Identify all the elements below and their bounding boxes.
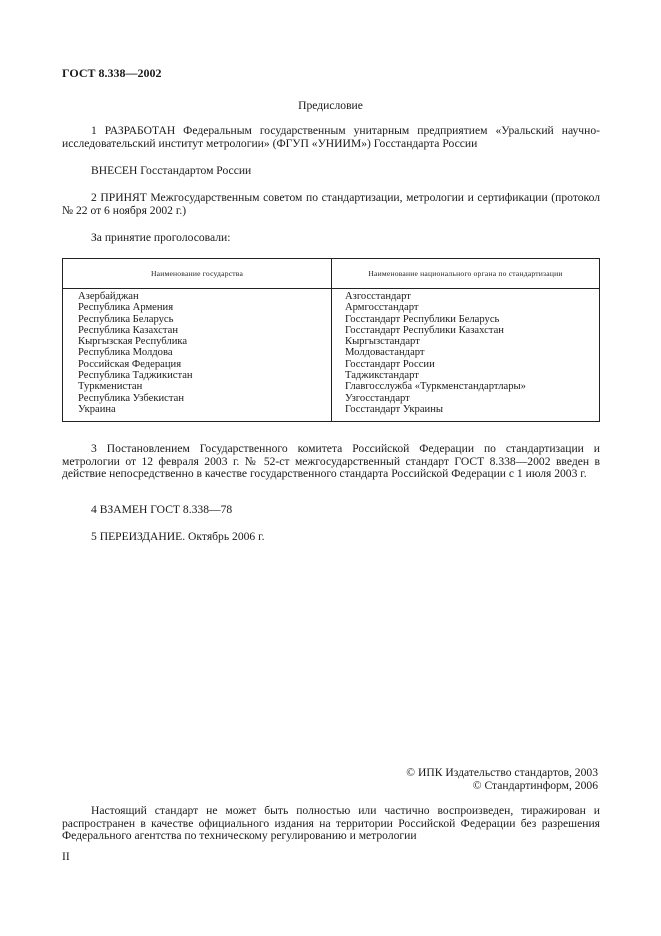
state-name: Российская Федерация xyxy=(78,358,182,370)
item-2-text: 2 ПРИНЯТ Межгосударственным советом по стандартизации, метрологии и сертификации (протокол № 22 от 6 ноября 2002 г.) xyxy=(62,191,600,217)
state-name: Республика Казахстан xyxy=(78,324,179,336)
state-name: Республика Молдова xyxy=(78,347,173,359)
standards-body-name: Армгосстандарт xyxy=(345,302,419,314)
state-name: Республика Узбекистан xyxy=(78,392,185,404)
state-name: Республика Беларусь xyxy=(78,313,174,325)
page-number: II xyxy=(62,850,70,863)
item-4-paragraph xyxy=(62,504,600,517)
voting-table-body-row xyxy=(63,289,600,422)
item-1-paragraph xyxy=(62,125,600,150)
header-standards-body: Наименование национального органа по стандартизации xyxy=(332,259,600,289)
standards-body-name: Азгосстандарт xyxy=(345,291,411,302)
standards-body-name: Госстандарт Республики Беларусь xyxy=(345,313,500,325)
reproduction-notice-text: Настоящий стандарт не может быть полностью или частично воспроизведен, тиражирован и распространен в качестве официального издания на территории Российской Федерации без разрешения Федерального агентства по техническому регулированию и метрологии xyxy=(62,804,600,843)
reproduction-notice xyxy=(62,805,600,843)
state-name: Туркменистан xyxy=(78,381,143,393)
introduced-text: ВНЕСЕН Госстандартом России xyxy=(91,164,252,177)
preface-title: Предисловие xyxy=(298,99,363,112)
state-name: Кыргызская Республика xyxy=(78,336,188,348)
item-1-text: 1 РАЗРАБОТАН Федеральным государственным унитарным предприятием «Уральский научно-исследовательский институт метрологии» (ФГУП «УНИИМ») Госстандарта России xyxy=(62,124,600,150)
item-5-paragraph xyxy=(62,531,600,544)
standards-body-name: Главгосслужба «Туркменстандартлары» xyxy=(345,381,526,393)
document-code: ГОСТ 8.338—2002 xyxy=(62,66,162,80)
standards-body-name: Госстандарт Украины xyxy=(345,403,443,415)
copyright-line: © Стандартинформ, 2006 xyxy=(472,778,598,792)
standards-body-name: Узгосстандарт xyxy=(345,392,410,404)
item-3-text: 3 Постановлением Государственного комитета Российской Федерации по стандартизации и метрологии от 12 февраля 2003 г. № 52-ст межгосударственный стандарт ГОСТ 8.338—2002 введен в действие непосредственно в качестве государственного стандарта Российской Федерации с 1 июля 2003 г. xyxy=(62,442,600,481)
standards-body-name: Кыргызстандарт xyxy=(345,336,420,348)
item-3-paragraph xyxy=(62,443,600,481)
item-2-paragraph xyxy=(62,192,600,217)
standards-body-name: Госстандарт Республики Казахстан xyxy=(345,324,504,336)
voting-table-header-row xyxy=(63,259,600,289)
state-name: Республика Армения xyxy=(78,302,174,314)
standards-body-name: Таджикстандарт xyxy=(345,370,419,382)
standards-body-name: Госстандарт России xyxy=(345,358,435,370)
copyright-block xyxy=(406,767,598,792)
item-4-text: 4 ВЗАМЕН ГОСТ 8.338—78 xyxy=(91,503,233,516)
standards-bodies-column xyxy=(332,289,600,422)
header-state: Наименование государства xyxy=(63,259,332,289)
state-name: Азербайджан xyxy=(78,291,139,302)
introduced-paragraph xyxy=(62,165,600,178)
voting-table xyxy=(62,258,600,422)
standards-body-name: Молдовастандарт xyxy=(345,347,425,359)
copyright-line: © ИПК Издательство стандартов, 2003 xyxy=(406,766,598,779)
voted-intro-paragraph xyxy=(62,232,600,245)
state-name: Украина xyxy=(78,403,116,415)
voted-intro-text: За принятие проголосовали: xyxy=(91,231,231,244)
state-name: Республика Таджикистан xyxy=(78,370,193,382)
item-5-text: 5 ПЕРЕИЗДАНИЕ. Октябрь 2006 г. xyxy=(91,530,265,543)
states-column xyxy=(63,289,332,422)
